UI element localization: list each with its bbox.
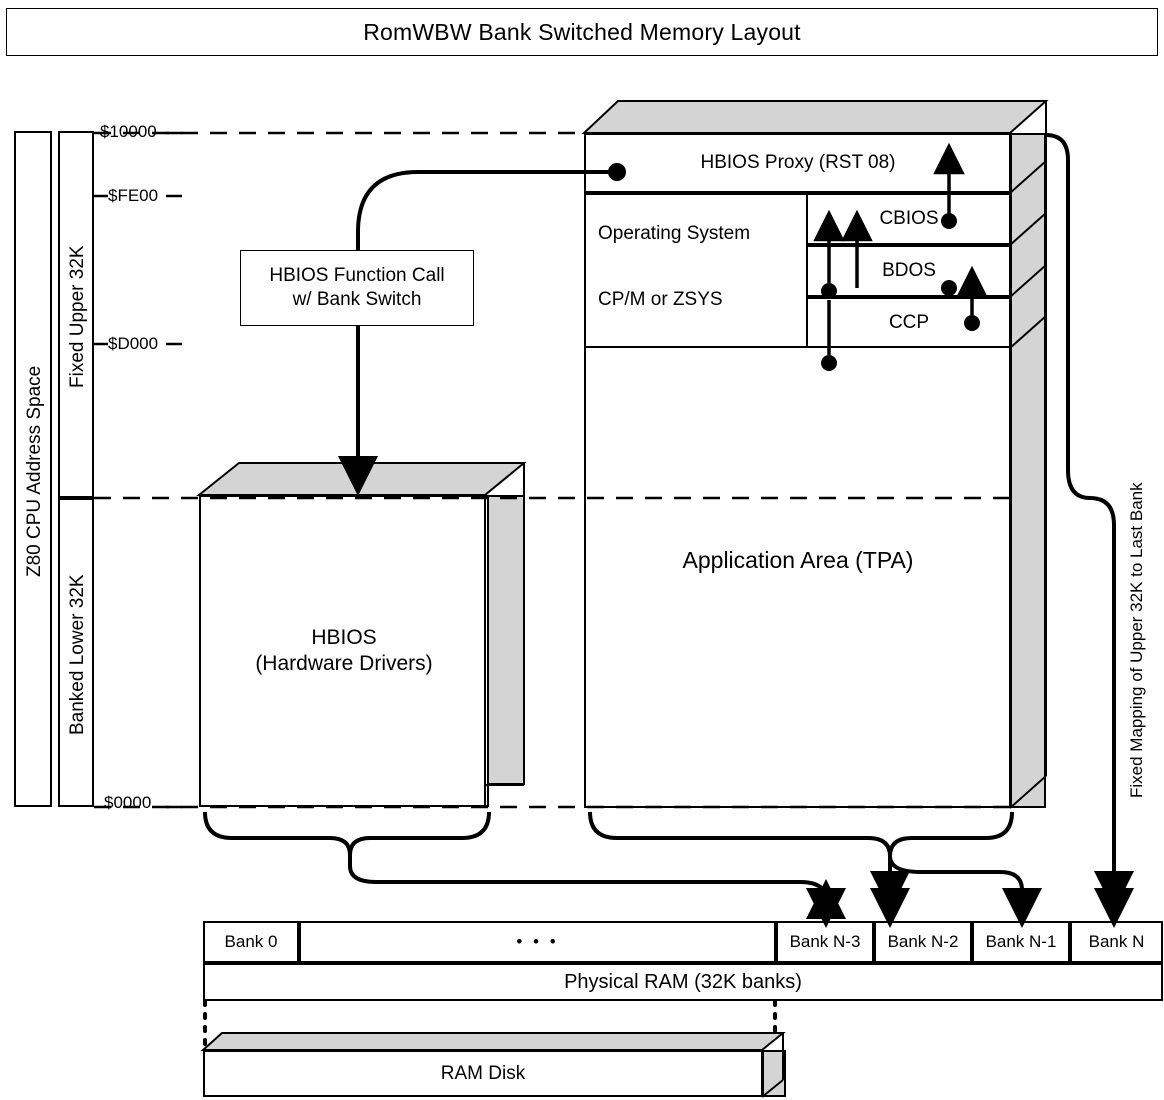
cpu-address-space-outer bbox=[14, 131, 52, 807]
hbios-subtitle: (Hardware Drivers) bbox=[255, 652, 433, 675]
ram-bank-ellipsis-label: • • • bbox=[516, 932, 559, 951]
fixed-upper-32k-block bbox=[58, 131, 94, 498]
ram-disk-side-face bbox=[762, 1050, 786, 1097]
ram-bank-n-3 bbox=[776, 921, 874, 963]
ram-bank-0-label: Bank 0 bbox=[224, 932, 278, 951]
ram-bank-n-1-label: Bank N-1 bbox=[985, 932, 1057, 951]
operating-system-label: Operating System bbox=[598, 223, 751, 244]
cbios-label: CBIOS bbox=[879, 208, 939, 230]
cpu-address-space-label: Z80 CPU Address Space bbox=[24, 365, 46, 577]
bdos-label: BDOS bbox=[882, 260, 936, 282]
ram-disk-label: RAM Disk bbox=[440, 1062, 526, 1084]
hbios-block-side-face bbox=[485, 495, 525, 785]
cpm-zsys-label: CP/M or ZSYS bbox=[598, 289, 723, 310]
hbios-block-front-face bbox=[199, 495, 489, 807]
physical-ram-caption bbox=[203, 963, 1163, 1001]
ram-bank-n-2-label: Bank N-2 bbox=[887, 932, 959, 951]
ccp-row bbox=[806, 297, 1012, 348]
callout-line-2: w/ Bank Switch bbox=[292, 289, 422, 310]
physical-ram-caption-label: Physical RAM (32K banks) bbox=[564, 970, 802, 993]
banked-lower-32k-block bbox=[58, 498, 94, 807]
ram-bank-0 bbox=[203, 921, 299, 963]
address-label-D000: $D000 bbox=[108, 334, 159, 353]
banked-lower-32k-label: Banked Lower 32K bbox=[67, 574, 89, 735]
hbios-proxy-label: HBIOS Proxy (RST 08) bbox=[700, 152, 896, 174]
cbios-row bbox=[806, 193, 1012, 245]
title-bar bbox=[6, 8, 1158, 56]
callout-line-1: HBIOS Function Call bbox=[269, 265, 445, 287]
ram-bank-ellipsis bbox=[299, 921, 776, 963]
hbios-title: HBIOS bbox=[311, 625, 377, 649]
hbios-proxy-row bbox=[584, 133, 1012, 193]
hbios-function-call-callout bbox=[240, 250, 474, 326]
address-label-10000: $10000 bbox=[100, 122, 157, 141]
ram-disk-front-face bbox=[203, 1050, 763, 1097]
address-label-0000: $0000 bbox=[104, 793, 152, 812]
ram-bank-n-1 bbox=[972, 921, 1070, 963]
bdos-row bbox=[806, 245, 1012, 297]
fixed-upper-32k-label: Fixed Upper 32K bbox=[67, 245, 89, 388]
address-label-FE00: $FE00 bbox=[108, 186, 159, 205]
ram-bank-n-label: Bank N bbox=[1088, 932, 1145, 951]
ram-bank-n-2 bbox=[874, 921, 972, 963]
tpa-label: Application Area (TPA) bbox=[682, 546, 914, 573]
ccp-label: CCP bbox=[888, 311, 930, 333]
ram-bank-n-3-label: Bank N-3 bbox=[789, 932, 861, 951]
fixed-mapping-note: Fixed Mapping of Upper 32K to Last Bank bbox=[1127, 482, 1146, 798]
ram-bank-n bbox=[1070, 921, 1163, 963]
app-block-side-face bbox=[1010, 133, 1046, 808]
page-title: RomWBW Bank Switched Memory Layout bbox=[363, 18, 801, 45]
